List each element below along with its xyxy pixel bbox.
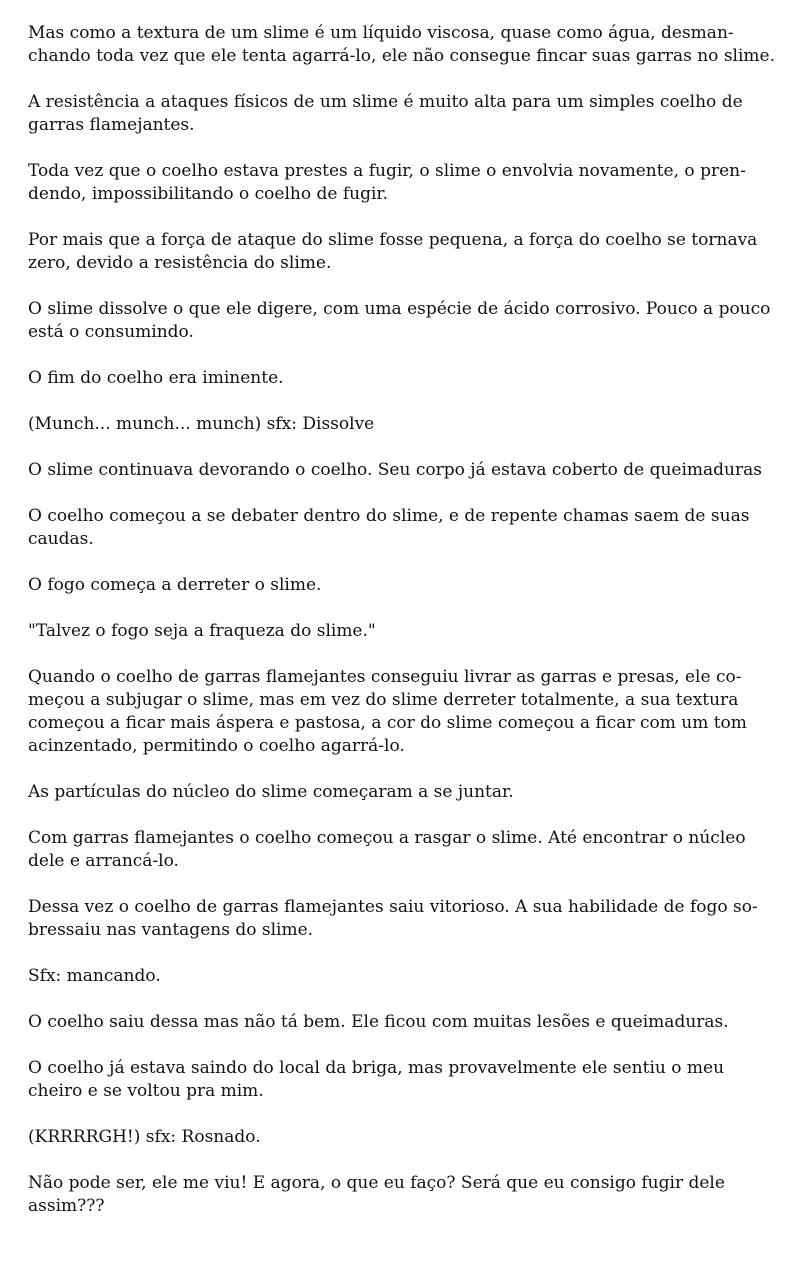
paragraph: Não pode ser, ele me viu! E agora, o que eu faço? Será que eu consigo fugir dele assim??? (28, 1173, 725, 1216)
paragraph: O coelho já estava saindo do local da briga, mas provavelmente ele sentiu o meu cheiro e se voltou pra mim. (28, 1058, 725, 1101)
paragraph: Mas como a textura de um slime é um líquido viscosa, quase como água, desman-chando toda vez que ele tenta agarrá-lo, ele não consegue fincar suas garras no slime. (28, 23, 776, 66)
paragraph: Dessa vez o coelho de garras flamejantes saiu vitorioso. A sua habilidade de fogo so-bressaiu nas vantagens do slime. (28, 897, 758, 940)
paragraph: O fogo começa a derreter o slime. (28, 575, 322, 595)
paragraph: Toda vez que o coelho estava prestes a fugir, o slime o envolvia novamente, o pren-dendo, impossibilitando o coelho de fugir. (28, 161, 746, 204)
paragraph: As partículas do núcleo do slime começaram a se juntar. (28, 782, 514, 802)
sfx-line: (KRRRRGH!) sfx: Rosnado. (28, 1127, 261, 1147)
paragraph: Quando o coelho de garras flamejantes conseguiu livrar as garras e presas, ele co-meçou a subjugar o slime, mas em vez do slime derreter totalmente, a sua textura começou a ficar mais áspera e pastosa, a cor do slime começou a ficar com um tom acinzentado, permitindo o coelho agarrá-lo. (28, 667, 747, 756)
paragraph: O coelho começou a se debater dentro do slime, e de repente chamas saem de suas caudas. (28, 506, 750, 549)
paragraph: Por mais que a força de ataque do slime fosse pequena, a força do coelho se tornava zero, devido a resistência do slime. (28, 230, 758, 273)
paragraph: O coelho saiu dessa mas não tá bem. Ele ficou com muitas lesões e queimaduras. (28, 1012, 729, 1032)
sfx-line: (Munch... munch... munch) sfx: Dissolve (28, 414, 375, 434)
paragraph: A resistência a ataques físicos de um slime é muito alta para um simples coelho de garras flamejantes. (28, 92, 743, 135)
dialogue-line: "Talvez o fogo seja a fraqueza do slime." (28, 621, 376, 641)
paragraph: O fim do coelho era iminente. (28, 368, 284, 388)
sfx-line: Sfx: mancando. (28, 966, 161, 986)
paragraph: Com garras flamejantes o coelho começou a rasgar o slime. Até encontrar o núcleo dele e arrancá-lo. (28, 828, 746, 871)
paragraph: O slime continuava devorando o coelho. Seu corpo já estava coberto de queimaduras (28, 460, 762, 480)
paragraph: O slime dissolve o que ele digere, com uma espécie de ácido corrosivo. Pouco a pouco está o consumindo. (28, 299, 771, 342)
story-text (28, 22, 776, 1241)
